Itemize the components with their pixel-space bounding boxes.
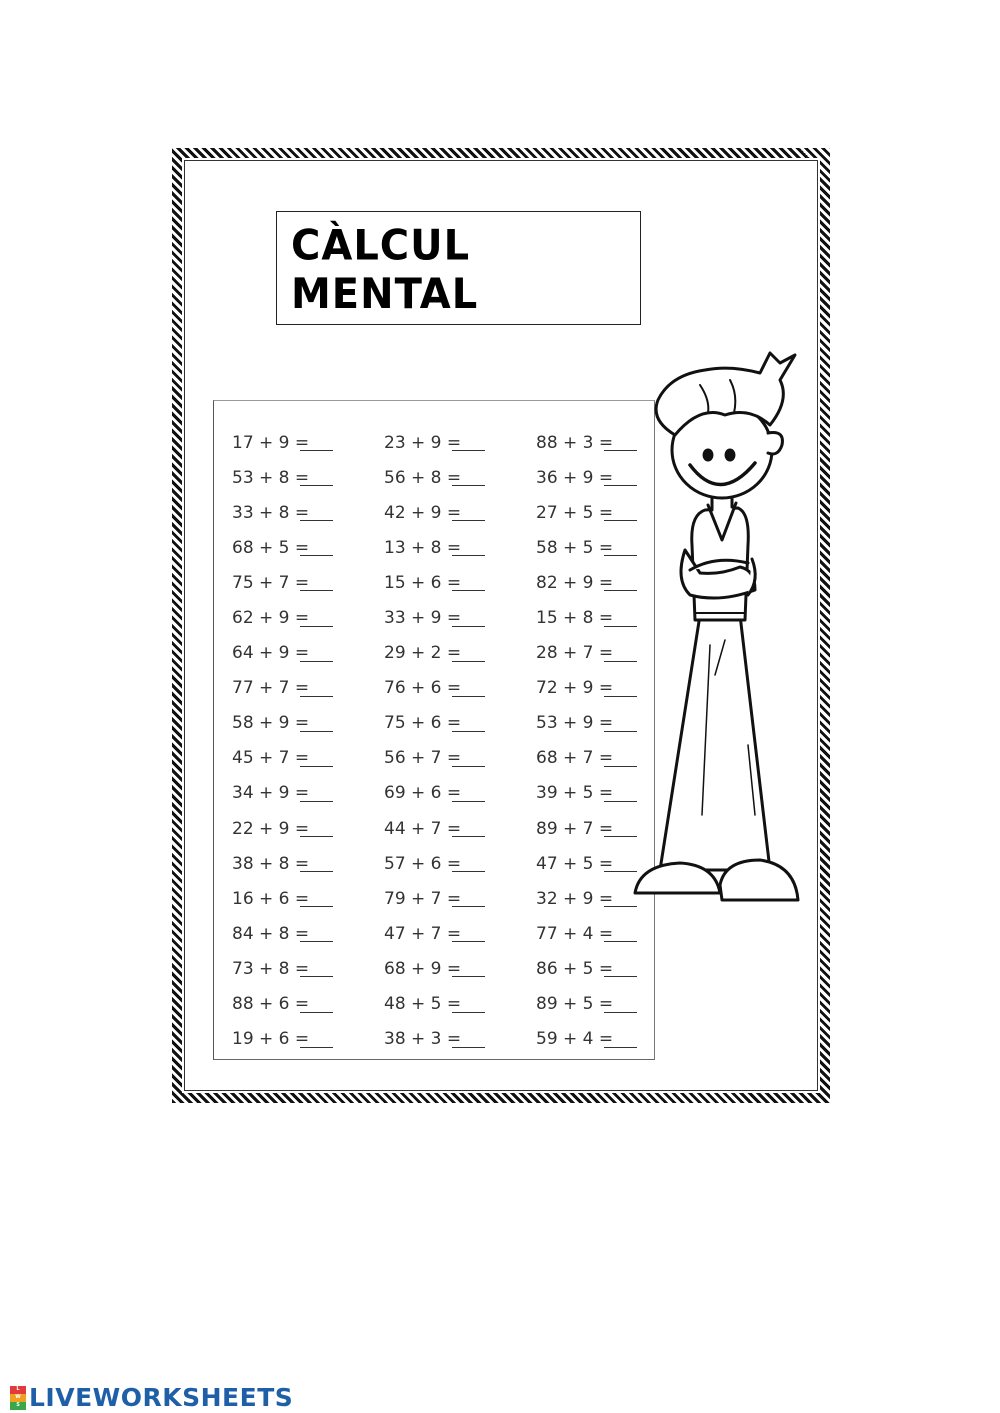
exercise-equation: 33 + 9 = bbox=[384, 608, 462, 629]
exercise-equation: 77 + 7 = bbox=[232, 678, 310, 699]
answer-blank[interactable] bbox=[300, 855, 333, 872]
exercise-equation: 56 + 8 = bbox=[384, 467, 462, 488]
worksheet-title: CÀLCUL MENTAL bbox=[291, 221, 479, 319]
exercise-equation: 44 + 7 = bbox=[384, 818, 462, 839]
exercise-row bbox=[232, 1022, 333, 1057]
exercise-row bbox=[536, 565, 637, 600]
exercise-equation: 68 + 7 = bbox=[536, 748, 614, 769]
exercise-row bbox=[232, 916, 333, 951]
cartoon-boy-arms-crossed-icon bbox=[630, 345, 805, 915]
exercise-equation: 33 + 8 = bbox=[232, 502, 310, 523]
exercise-row bbox=[232, 671, 333, 706]
exercise-equation: 27 + 5 = bbox=[536, 502, 614, 523]
answer-blank[interactable] bbox=[452, 750, 485, 767]
exercise-equation: 69 + 6 = bbox=[384, 783, 462, 804]
exercise-row bbox=[536, 671, 637, 706]
answer-blank[interactable] bbox=[452, 434, 485, 451]
exercise-equation: 45 + 7 = bbox=[232, 748, 310, 769]
exercise-row bbox=[232, 846, 333, 881]
answer-blank[interactable] bbox=[300, 996, 333, 1013]
exercise-equation: 82 + 9 = bbox=[536, 572, 614, 593]
exercise-equation: 38 + 8 = bbox=[232, 853, 310, 874]
exercise-row bbox=[384, 600, 485, 635]
logo-badge-letter: W bbox=[10, 1394, 26, 1402]
exercise-row bbox=[384, 425, 485, 460]
exercise-equation: 77 + 4 = bbox=[536, 923, 614, 944]
exercise-row bbox=[536, 530, 637, 565]
exercise-equation: 36 + 9 = bbox=[536, 467, 614, 488]
exercise-equation: 42 + 9 = bbox=[384, 502, 462, 523]
exercise-equation: 38 + 3 = bbox=[384, 1029, 462, 1050]
answer-blank[interactable] bbox=[604, 1031, 637, 1048]
answer-blank[interactable] bbox=[300, 890, 333, 907]
exercise-row bbox=[536, 881, 637, 916]
exercise-row bbox=[384, 811, 485, 846]
exercise-row bbox=[232, 776, 333, 811]
exercise-row bbox=[536, 600, 637, 635]
exercise-equation: 19 + 6 = bbox=[232, 1029, 310, 1050]
exercise-equation: 53 + 9 = bbox=[536, 713, 614, 734]
exercise-row bbox=[536, 951, 637, 986]
exercise-equation: 57 + 6 = bbox=[384, 853, 462, 874]
exercise-equation: 68 + 5 = bbox=[232, 537, 310, 558]
exercise-row bbox=[232, 706, 333, 741]
exercise-equation: 16 + 6 = bbox=[232, 888, 310, 909]
exercise-row bbox=[384, 741, 485, 776]
exercise-row bbox=[536, 495, 637, 530]
answer-blank[interactable] bbox=[452, 539, 485, 556]
brand-name: LIVEWORKSHEETS bbox=[29, 1383, 294, 1412]
exercise-row bbox=[536, 1022, 637, 1057]
answer-blank[interactable] bbox=[452, 574, 485, 591]
answer-blank[interactable] bbox=[452, 996, 485, 1013]
exercise-equation: 48 + 5 = bbox=[384, 994, 462, 1015]
exercise-equation: 89 + 7 = bbox=[536, 818, 614, 839]
answer-blank[interactable] bbox=[300, 610, 333, 627]
exercise-row bbox=[384, 846, 485, 881]
exercise-row bbox=[232, 530, 333, 565]
exercise-equation: 89 + 5 = bbox=[536, 994, 614, 1015]
exercise-equation: 86 + 5 = bbox=[536, 958, 614, 979]
exercise-equation: 56 + 7 = bbox=[384, 748, 462, 769]
exercise-row bbox=[232, 636, 333, 671]
answer-blank[interactable] bbox=[300, 750, 333, 767]
exercise-equation: 76 + 6 = bbox=[384, 678, 462, 699]
exercise-equation: 34 + 9 = bbox=[232, 783, 310, 804]
answer-blank[interactable] bbox=[452, 925, 485, 942]
exercise-equation: 13 + 8 = bbox=[384, 537, 462, 558]
exercise-row bbox=[536, 846, 637, 881]
liveworksheets-logo bbox=[10, 1383, 293, 1412]
answer-blank[interactable] bbox=[452, 680, 485, 697]
exercise-row bbox=[536, 706, 637, 741]
exercise-equation: 73 + 8 = bbox=[232, 958, 310, 979]
answer-blank[interactable] bbox=[300, 680, 333, 697]
exercise-equation: 32 + 9 = bbox=[536, 888, 614, 909]
answer-blank[interactable] bbox=[300, 1031, 333, 1048]
answer-blank[interactable] bbox=[452, 820, 485, 837]
exercise-row bbox=[536, 811, 637, 846]
answer-blank[interactable] bbox=[300, 715, 333, 732]
exercise-equation: 58 + 5 = bbox=[536, 537, 614, 558]
exercise-equation: 72 + 9 = bbox=[536, 678, 614, 699]
exercise-row bbox=[384, 776, 485, 811]
exercise-equation: 84 + 8 = bbox=[232, 923, 310, 944]
answer-blank[interactable] bbox=[604, 996, 637, 1013]
exercise-row bbox=[232, 881, 333, 916]
exercise-row bbox=[232, 951, 333, 986]
answer-blank[interactable] bbox=[452, 855, 485, 872]
exercise-row bbox=[232, 811, 333, 846]
exercise-row bbox=[232, 460, 333, 495]
exercise-equation: 59 + 4 = bbox=[536, 1029, 614, 1050]
exercise-equation: 58 + 9 = bbox=[232, 713, 310, 734]
answer-blank[interactable] bbox=[452, 504, 485, 521]
exercise-row bbox=[384, 706, 485, 741]
exercise-row bbox=[384, 1022, 485, 1057]
exercise-column-3 bbox=[536, 425, 637, 1057]
logo-badge-letter: S bbox=[10, 1402, 26, 1410]
exercise-row bbox=[384, 671, 485, 706]
exercise-row bbox=[384, 636, 485, 671]
exercise-equation: 39 + 5 = bbox=[536, 783, 614, 804]
exercise-equation: 28 + 7 = bbox=[536, 643, 614, 664]
exercise-equation: 29 + 2 = bbox=[384, 643, 462, 664]
answer-blank[interactable] bbox=[452, 610, 485, 627]
exercise-row bbox=[384, 460, 485, 495]
exercise-row bbox=[232, 565, 333, 600]
exercise-equation: 62 + 9 = bbox=[232, 608, 310, 629]
answer-blank[interactable] bbox=[452, 785, 485, 802]
exercise-equation: 47 + 7 = bbox=[384, 923, 462, 944]
answer-blank[interactable] bbox=[300, 434, 333, 451]
logo-badge-letter: L bbox=[10, 1386, 26, 1394]
exercise-row bbox=[536, 741, 637, 776]
exercise-equation: 88 + 3 = bbox=[536, 432, 614, 453]
exercise-equation: 53 + 8 = bbox=[232, 467, 310, 488]
answer-blank[interactable] bbox=[300, 574, 333, 591]
answer-blank[interactable] bbox=[300, 504, 333, 521]
exercise-equation: 64 + 9 = bbox=[232, 643, 310, 664]
exercise-equation: 75 + 6 = bbox=[384, 713, 462, 734]
exercise-equation: 68 + 9 = bbox=[384, 958, 462, 979]
exercise-row bbox=[536, 636, 637, 671]
answer-blank[interactable] bbox=[604, 960, 637, 977]
exercise-row bbox=[536, 460, 637, 495]
answer-blank[interactable] bbox=[300, 785, 333, 802]
exercise-row bbox=[232, 495, 333, 530]
exercise-equation: 17 + 9 = bbox=[232, 432, 310, 453]
exercise-equation: 88 + 6 = bbox=[232, 994, 310, 1015]
exercise-row bbox=[384, 951, 485, 986]
exercise-row bbox=[232, 600, 333, 635]
answer-blank[interactable] bbox=[300, 960, 333, 977]
exercise-equation: 75 + 7 = bbox=[232, 572, 310, 593]
answer-blank[interactable] bbox=[452, 469, 485, 486]
exercise-row bbox=[384, 530, 485, 565]
exercise-row bbox=[384, 916, 485, 951]
exercise-row bbox=[384, 987, 485, 1022]
exercise-row bbox=[536, 916, 637, 951]
exercise-row bbox=[232, 425, 333, 460]
answer-blank[interactable] bbox=[300, 645, 333, 662]
answer-blank[interactable] bbox=[452, 715, 485, 732]
answer-blank[interactable] bbox=[300, 820, 333, 837]
exercise-equation: 22 + 9 = bbox=[232, 818, 310, 839]
answer-blank[interactable] bbox=[452, 1031, 485, 1048]
title-box bbox=[276, 211, 641, 325]
exercise-equation: 15 + 6 = bbox=[384, 572, 462, 593]
exercise-equation: 47 + 5 = bbox=[536, 853, 614, 874]
exercise-row bbox=[536, 776, 637, 811]
exercise-column-1 bbox=[232, 425, 333, 1057]
answer-blank[interactable] bbox=[300, 469, 333, 486]
exercise-row bbox=[536, 987, 637, 1022]
answer-blank[interactable] bbox=[300, 925, 333, 942]
liveworksheets-logo-icon bbox=[10, 1386, 26, 1410]
answer-blank[interactable] bbox=[452, 960, 485, 977]
exercise-column-2 bbox=[384, 425, 485, 1057]
exercise-row bbox=[384, 495, 485, 530]
exercise-row bbox=[384, 565, 485, 600]
exercise-equation: 23 + 9 = bbox=[384, 432, 462, 453]
answer-blank[interactable] bbox=[452, 645, 485, 662]
answer-blank[interactable] bbox=[452, 890, 485, 907]
exercise-equation: 79 + 7 = bbox=[384, 888, 462, 909]
exercise-row bbox=[384, 881, 485, 916]
exercise-equation: 15 + 8 = bbox=[536, 608, 614, 629]
exercise-row bbox=[232, 741, 333, 776]
exercise-row bbox=[232, 987, 333, 1022]
exercise-row bbox=[536, 425, 637, 460]
answer-blank[interactable] bbox=[604, 925, 637, 942]
answer-blank[interactable] bbox=[300, 539, 333, 556]
